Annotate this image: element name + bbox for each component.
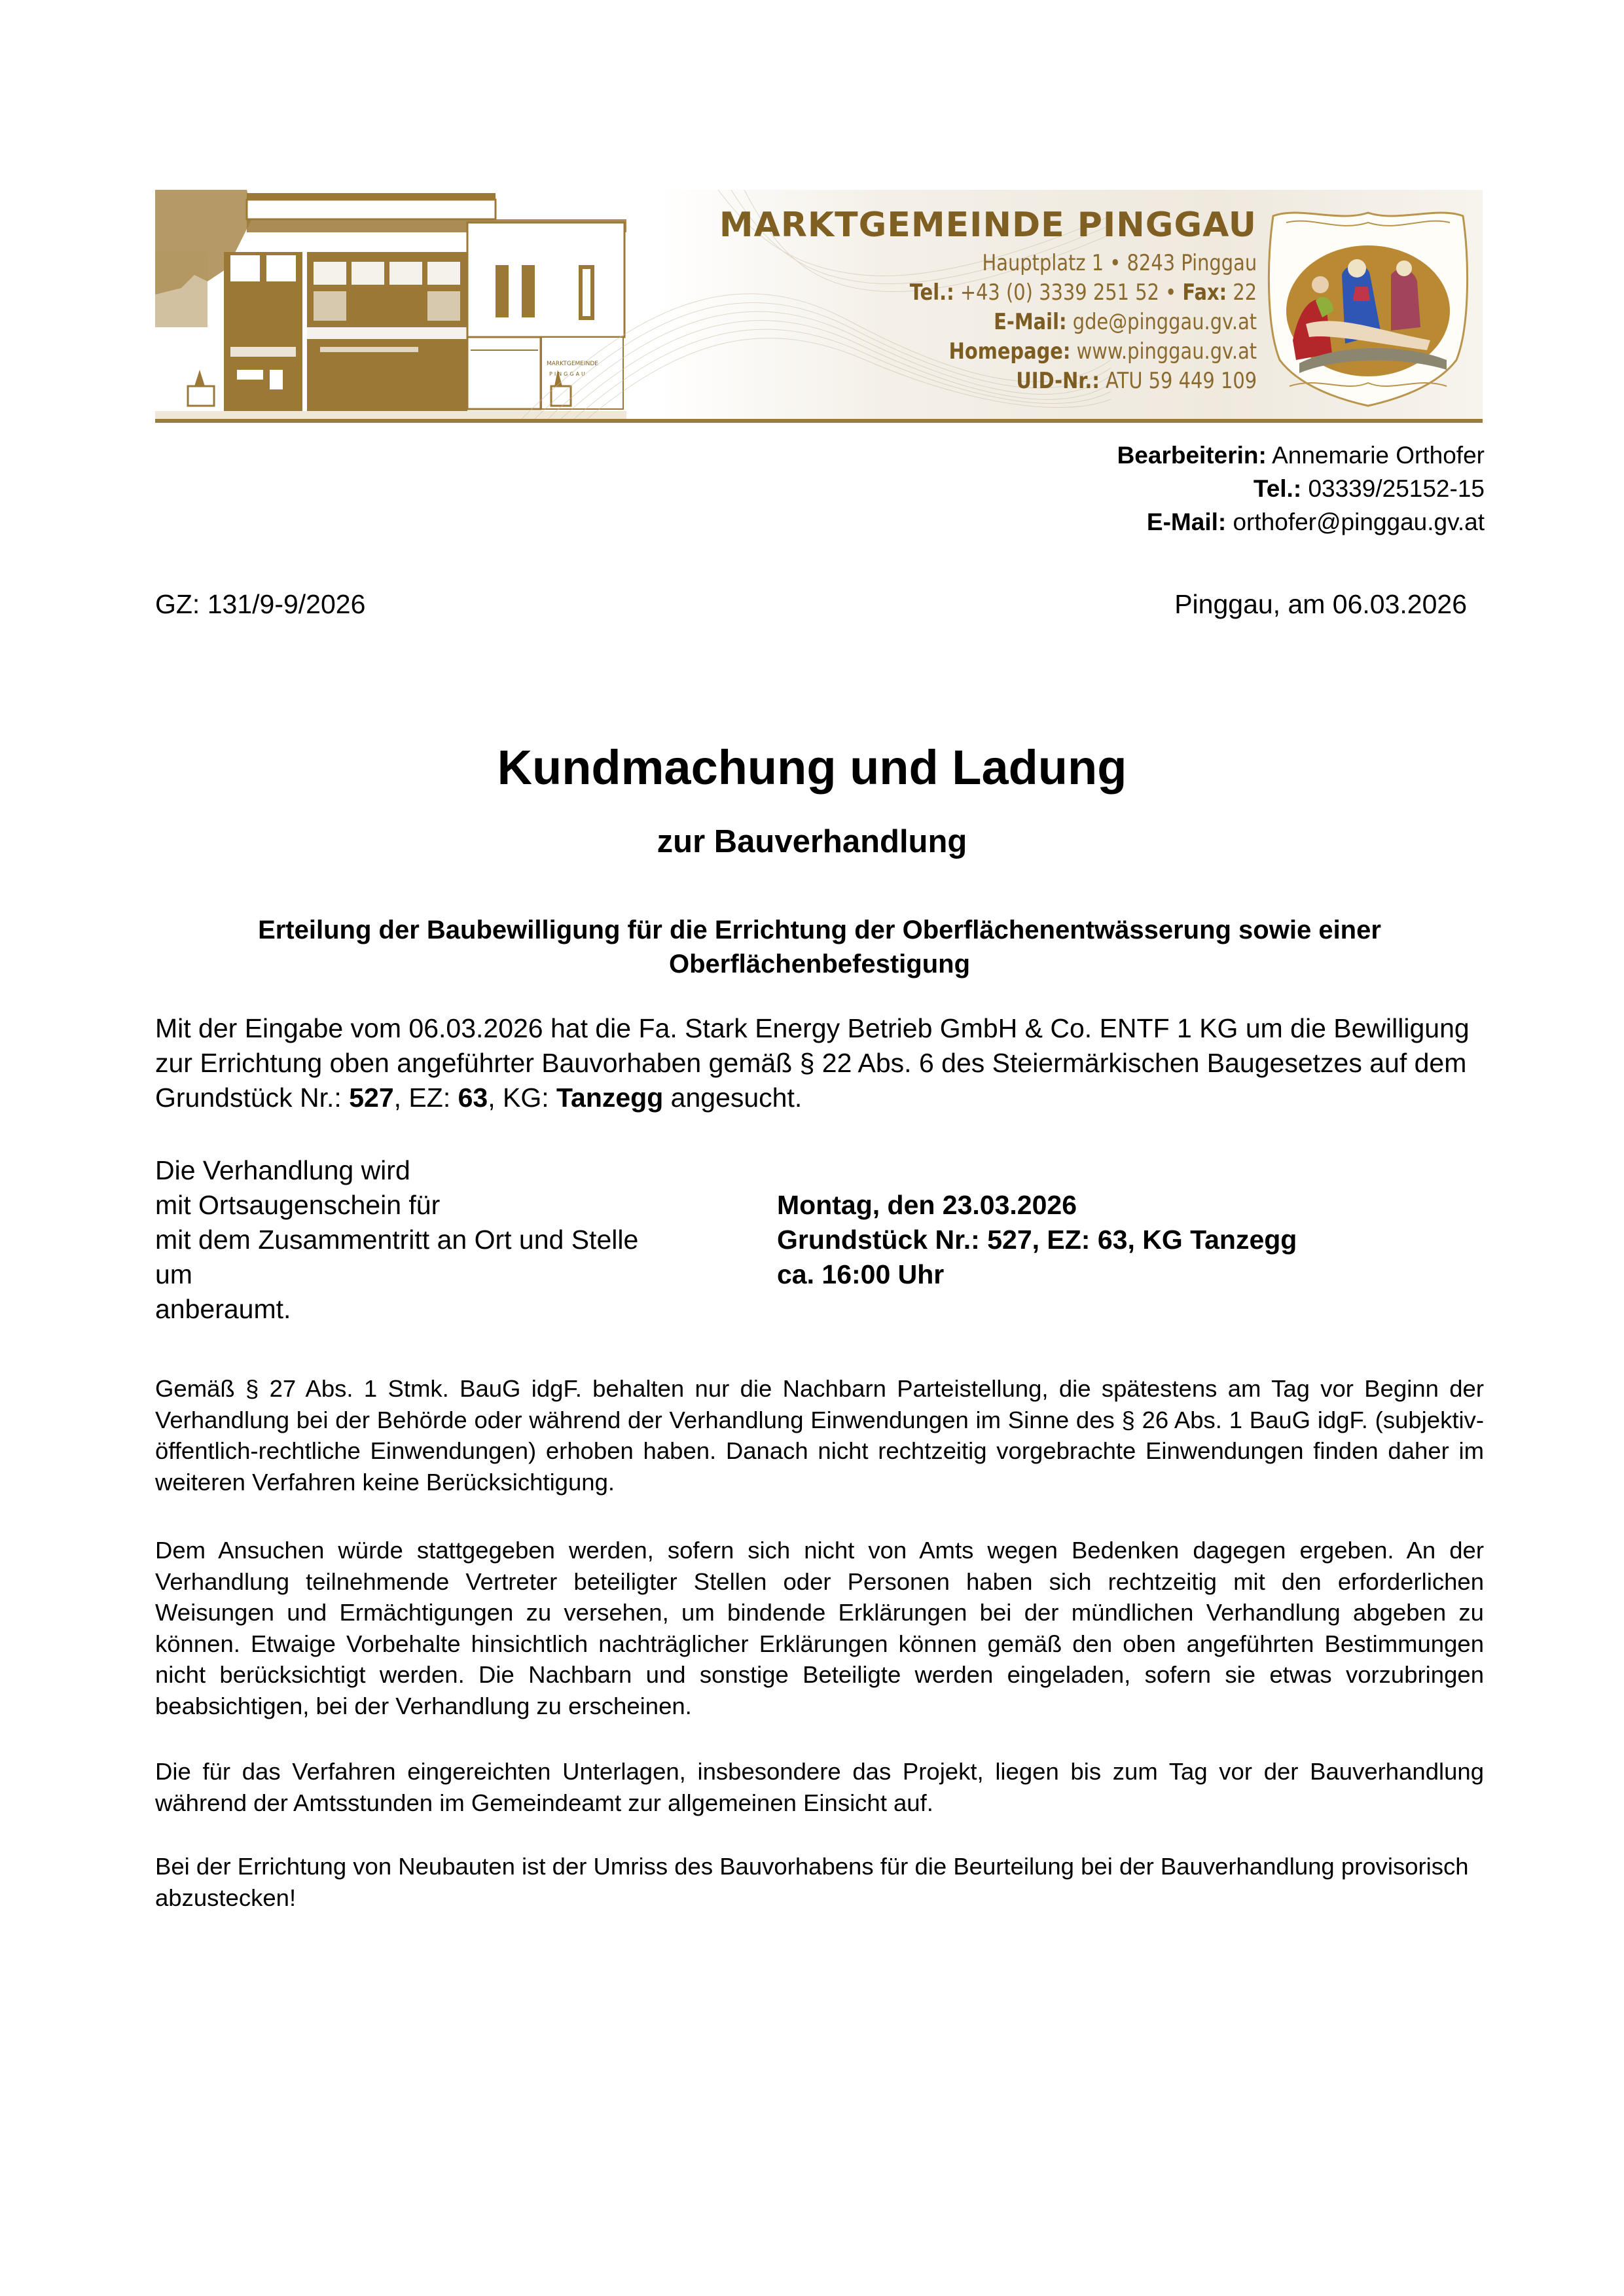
plot-number: 527 [349, 1083, 394, 1113]
hearing-date: Montag, den 23.03.2026 [777, 1190, 1077, 1220]
hearing-label: anberaumt. [155, 1294, 291, 1324]
paragraph-documents-inspection: Die für das Verfahren eingereichten Unterlagen, insbesondere das Projekt, liegen bis zum Tag vor der Bauverhandlung während der Amtsstunden im Gemeindeamt zur allgemeinen Einsicht auf. [155, 1758, 1484, 1816]
municipality-name: MARKTGEMEINDE PINGGAU [719, 206, 1257, 245]
clerk-contact-block [1117, 439, 1485, 539]
municipality-phone: Tel.: +43 (0) 3339 251 52 • Fax: 22 [909, 279, 1257, 306]
document-title: Kundmachung und Ladung [497, 740, 1127, 795]
svg-text:PINGGAU: PINGGAU [549, 371, 587, 377]
letterhead-divider [155, 419, 1483, 423]
paragraph-party-status: Gemäß § 27 Abs. 1 Stmk. BauG idgF. behalten nur die Nachbarn Parteistellung, die spätestens am Tag vor Beginn der Verhandlung bei der Behörde oder während der Verhandlung Einwendungen im Sinne des § 26 Abs. 1 BauG idgF. (subjektiv-öffentlich-rechtliche Einwendungen) erhoben haben. Danach nicht rechtzeitig vorgebrachte Einwendungen finden daher im weiteren Verfahren keine Berücksichtigung. [155, 1375, 1484, 1496]
hearing-values [777, 1188, 1497, 1292]
file-number: GZ: 131/9-9/2026 [155, 589, 366, 619]
hearing-label: mit dem Zusammentritt an Ort und Stelle [155, 1225, 639, 1255]
ez-number: 63 [458, 1083, 488, 1113]
document-subtitle: zur Bauverhandlung [657, 824, 967, 859]
municipality-email-link[interactable]: gde@pinggau.gv.at [1072, 309, 1257, 335]
document-subject: Erteilung der Baubewilligung für die Errichtung der Oberflächenentwässerung sowie einer Oberflächenbefestigung [258, 916, 1381, 978]
clerk-name: Bearbeiterin: Annemarie Orthofer [1117, 442, 1485, 469]
hearing-time: ca. 16:00 Uhr [777, 1259, 945, 1289]
hearing-labels [155, 1153, 744, 1327]
municipality-address: Hauptplatz 1 • 8243 Pinggau [982, 250, 1257, 276]
hearing-label: mit Ortsaugenschein für [155, 1190, 441, 1220]
application-paragraph: Mit der Eingabe vom 06.03.2026 hat die Fa. Stark Energy Betrieb GmbH & Co. ENTF 1 KG um die Bewilligung zur Errichtung oben angeführter Bauvorhaben gemäß § 22 Abs. 6 des Steiermärkischen Baugesetzes auf dem Grundstück Nr.: 527, EZ: 63, KG: Tanzegg angesucht. [155, 1013, 1470, 1113]
municipality-contact-block [719, 202, 1257, 396]
paragraph-staking-notice: Bei der Errichtung von Neubauten ist der Umriss des Bauvorhabens für die Beurteilung bei der Bauverhandlung provisorisch abzustecken! [155, 1853, 1469, 1911]
clerk-phone: Tel.: 03339/25152-15 [1253, 475, 1485, 502]
clerk-email: E-Mail: orthofer@pinggau.gv.at [1146, 509, 1485, 535]
clerk-email-link[interactable]: orthofer@pinggau.gv.at [1233, 509, 1485, 535]
place-and-date: Pinggau, am 06.03.2026 [1174, 589, 1467, 619]
municipality-homepage: Homepage: www.pinggau.gv.at [948, 338, 1257, 365]
building-sign: MARKTGEMEINDE [547, 361, 598, 367]
coat-of-arms-crest-icon [1260, 203, 1476, 409]
paragraph-application-approval: Dem Ansuchen würde stattgegeben werden, sofern sich nicht von Amts wegen Bedenken dagegen ergeben. An der Verhandlung teilnehmende Vertreter beteiligter Stellen oder Personen haben sich rechtzeitig mit den erforderlichen Weisungen und Ermächtigungen zu versehen, um bindende Erklärungen bei der mündlichen Verhandlung abgeben zu können. Etwaige Vorbehalte hinsichtlich nachträglicher Erklärungen können gemäß den oben angeführten Bestimmungen nicht berücksichtigt werden. Die Nachbarn und sonstige Beteiligte werden eingeladen, sofern sie etwas vorzubringen beabsichtigen, bei der Verhandlung zu erscheinen. [155, 1537, 1484, 1719]
hearing-label: Die Verhandlung wird [155, 1155, 410, 1185]
municipality-homepage-link[interactable]: www.pinggau.gv.at [1076, 338, 1257, 365]
letterhead-banner [155, 190, 1483, 419]
cadastral-community: Tanzegg [556, 1083, 664, 1113]
hearing-label: um [155, 1259, 192, 1289]
municipality-uid: UID-Nr.: ATU 59 449 109 [1016, 368, 1257, 394]
hearing-location: Grundstück Nr.: 527, EZ: 63, KG Tanzegg [777, 1225, 1297, 1255]
municipality-email: E-Mail: gde@pinggau.gv.at [994, 309, 1257, 335]
